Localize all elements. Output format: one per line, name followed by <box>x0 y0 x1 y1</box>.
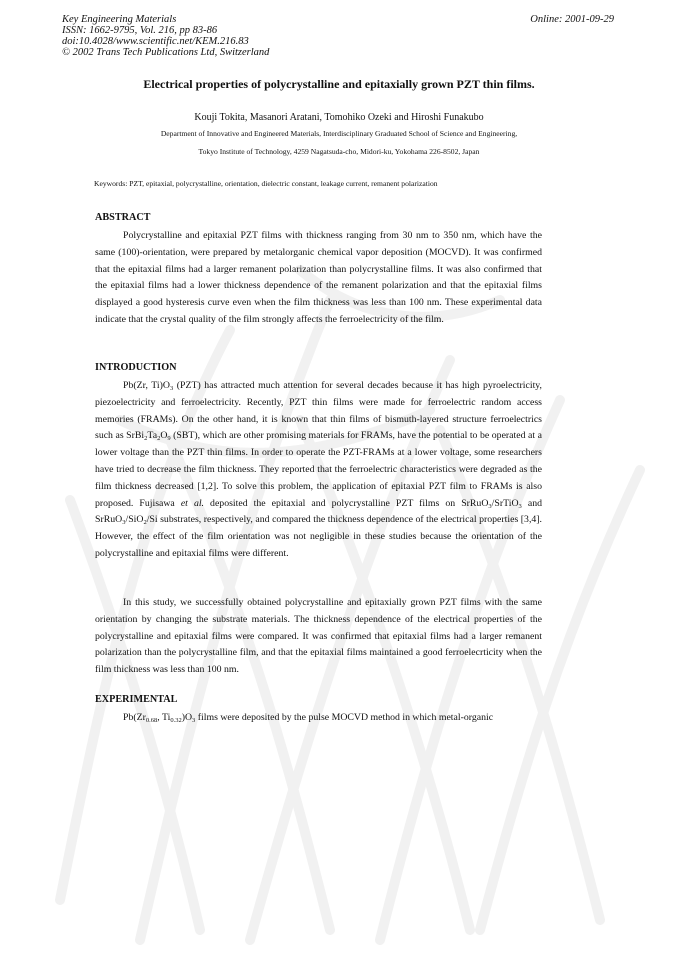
paper-authors: Kouji Tokita, Masanori Aratani, Tomohiko Ozeki and Hiroshi Funakubo <box>194 112 484 123</box>
journal-copyright: © 2002 Trans Tech Publications Ltd, Switzerland <box>62 47 270 58</box>
journal-doi: doi:10.4028/www.scientific.net/KEM.216.83 <box>62 36 249 47</box>
keywords: Keywords: PZT, epitaxial, polycrystalline, orientation, dielectric constant, leakage current, remanent polarization <box>94 179 438 188</box>
journal-issn: ISSN: 1662-9795, Vol. 216, pp 83-86 <box>62 25 218 36</box>
paper-title: Electrical properties of polycrystalline and epitaxially grown PZT thin films. <box>143 77 535 91</box>
affiliation-line-1: Department of Innovative and Engineered Materials, Interdisciplinary Graduated School of Science and Engineering, <box>160 129 518 138</box>
introduction-paragraph-2: In this study, we successfully obtained polycrystalline and epitaxially grown PZT films with the same orientation by changing the substrate materials. The thickness dependence of the electrical properties of the polycrystalline and epitaxial films were compared. It was confirmed that epitaxial films had a larger remanent polarization than the polycrystalline film, and that the epitaxial films maintained a good ferroelecrticity when the film thickness was less than 100 nm. <box>95 597 542 676</box>
experimental-paragraph: $Pb(Zr_{0.68}$, $Ti_{0.32})O_3$ films were deposited by the pulse MOCVD method in which metal-organic <box>123 712 494 724</box>
experimental-heading: EXPERIMENTAL <box>95 694 178 705</box>
online-date: Online: 2001-09-29 <box>530 14 614 25</box>
abstract-paragraph: Polycrystalline and epitaxial PZT films with thickness ranging from 30 nm to 350 nm, which have the same (100)-orientation, were prepared by metalorganic chemical vapor deposition (MOCVD). It was confirmed that the epitaxial films had a larger remanent polarization than polycrystalline films. It was also confirmed that the epitaxial films had a lower thickness dependence of the remanent polarization and that the epitaxial films displayed a good hysteresis curve even when the film thickness was less than 100 nm. These experimental data indicate that the crystal quality of the film strongly affects the ferroelectricity of the film. <box>95 230 542 325</box>
journal-metadata <box>62 14 422 58</box>
introduction-heading: INTRODUCTION <box>95 362 177 373</box>
affiliation-line-2: Tokyo Institute of Technology, 4259 Nagatsuda-cho, Midori-ku, Yokohama 226-8502, Japan <box>198 147 480 156</box>
introduction-paragraph-1: Pb(Zr, $Ti)O_3$ (PZT) has attracted much attention for several decades because it has high pyroelectricity, piezoelectricity and ferroelectricity. Recently, PZT thin films were made for ferroelectric random access memories (FRAMs). On the other hand, it is known that thin films of bismuth-layered structure ferroelectrics such as $SrBi_2Ta_2O_9$ (SBT), which are other promising materials for FRAMs, have the potential to be operated at a lower voltage than the PZT thin films. In order to operate the PZT-FRAMs at a lower voltage, some researchers have tried to decrease the film thickness. They reported that the ferroelectric characteristics were degraded as the film thickness decreased [1,2]. To solve this problem, the application of epitaxial PZT film to FRAMs is also proposed. Fujisawa et al. deposited the epitaxial and polycrystalline PZT films on SrRuO$_3$/SrTiO$_3$ and SrRuO$_3$/SiO$_2$/Si substrates, respectively, and compared the thickness dependence of the electrical properties [3,4]. However, the effect of the film orientation was not negligible in these studies because the orientation of the polycrystalline and epitaxial films were different. <box>95 380 542 559</box>
journal-name: Key Engineering Materials <box>62 14 177 25</box>
abstract-heading: ABSTRACT <box>95 212 151 223</box>
